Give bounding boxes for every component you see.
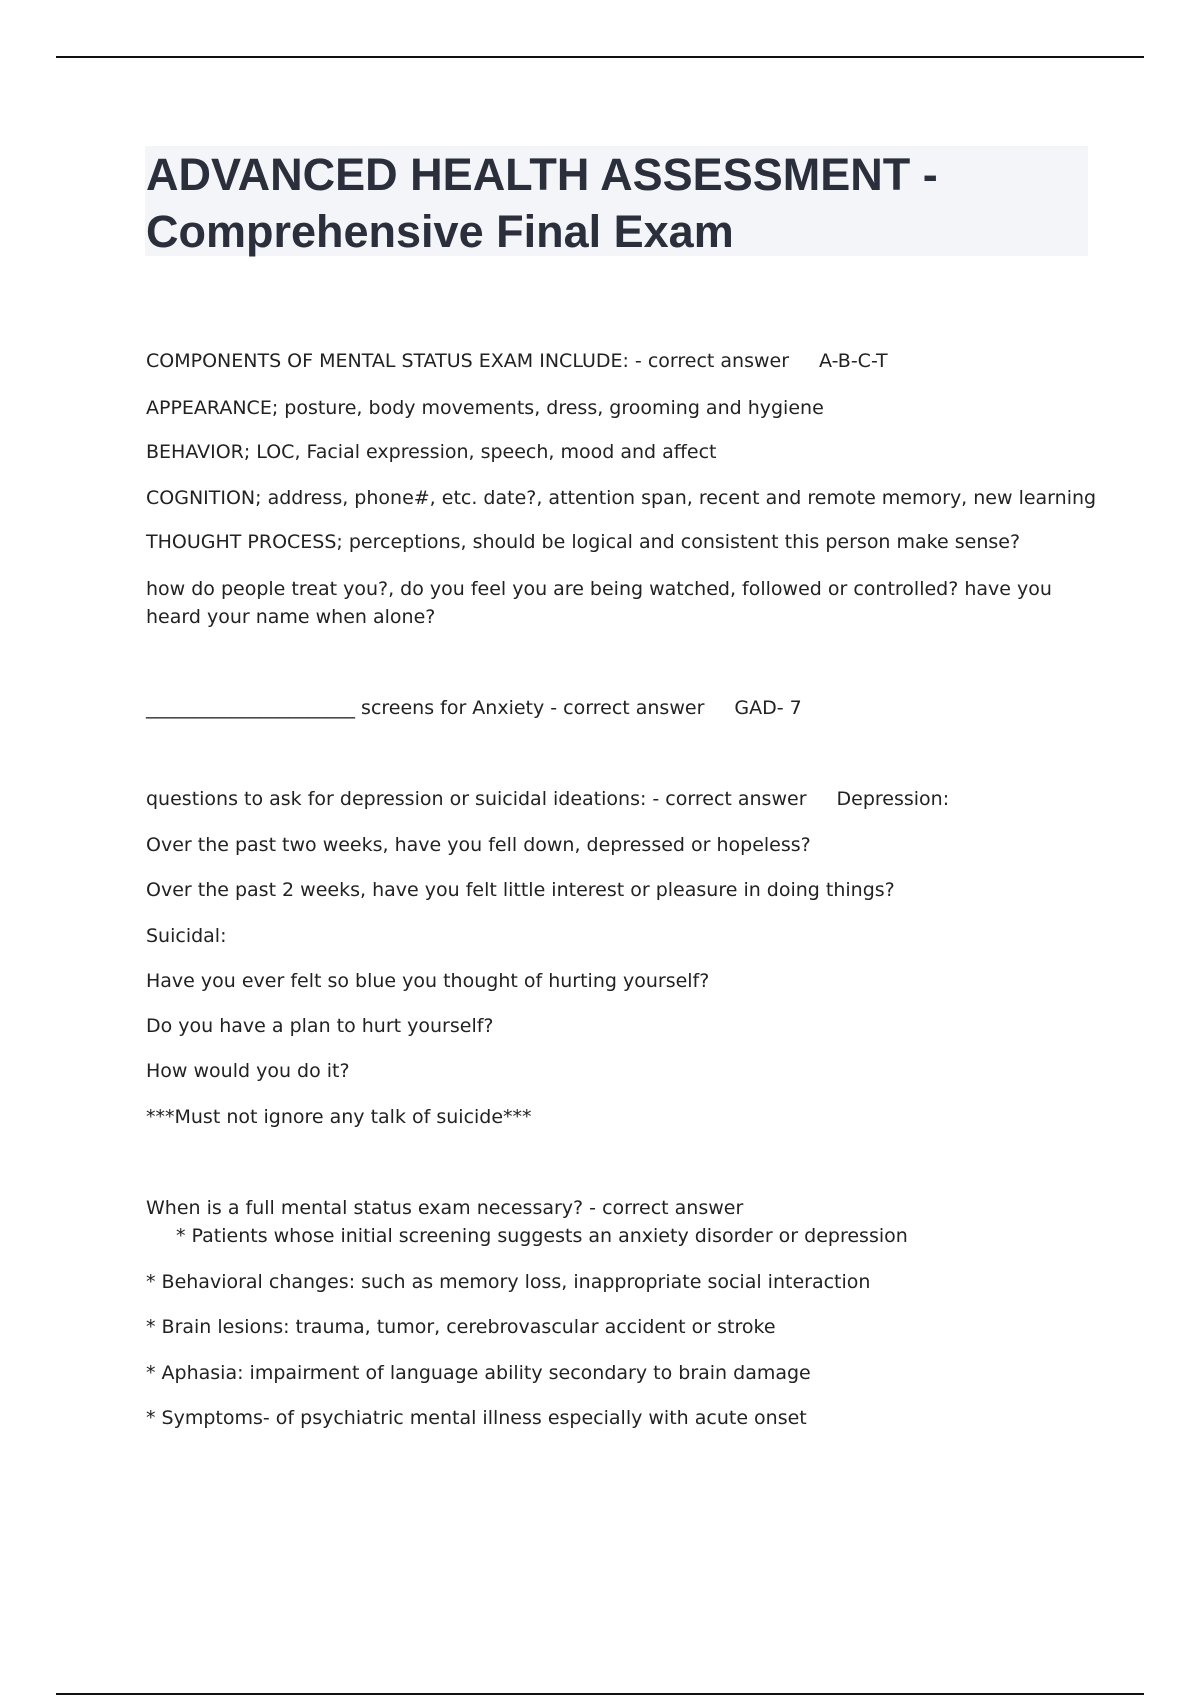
- qa2-answer: GAD- 7: [734, 697, 802, 719]
- title-line-2: Comprehensive Final Exam: [146, 206, 734, 257]
- title-line-1: ADVANCED HEALTH ASSESSMENT -: [146, 149, 938, 200]
- qa3-line-2: Over the past 2 weeks, have you felt little interest or pleasure in doing things?: [146, 879, 895, 901]
- qa3-answer: Depression:: [836, 788, 950, 810]
- qa3-line-5: Do you have a plan to hurt yourself?: [146, 1015, 494, 1037]
- bottom-rule: [56, 1693, 1144, 1695]
- qa1-line-cognition: COGNITION; address, phone#, etc. date?, attention span, recent and remote memory, new learning: [146, 487, 1097, 509]
- qa1-question: COMPONENTS OF MENTAL STATUS EXAM INCLUDE: - correct answer: [146, 350, 790, 372]
- document-title: [146, 146, 1086, 260]
- qa4-question-line: [146, 1194, 1081, 1250]
- qa2-question: ______________________ screens for Anxiety - correct answer: [146, 697, 705, 719]
- qa3-line-1: Over the past two weeks, have you fell down, depressed or hopeless?: [146, 834, 811, 856]
- top-rule: [56, 56, 1144, 58]
- qa3-line-4: Have you ever felt so blue you thought of hurting yourself?: [146, 970, 710, 992]
- qa4-bullet-3: * Aphasia: impairment of language ability secondary to brain damage: [146, 1362, 811, 1384]
- qa1-line-questions: how do people treat you?, do you feel you are being watched, followed or controlled? have you heard your name when alone?: [146, 578, 1052, 628]
- qa3-question-line: [146, 785, 949, 813]
- qa1-line-thought-process: THOUGHT PROCESS; perceptions, should be logical and consistent this person make sense?: [146, 531, 1021, 553]
- qa4-bullet-1: * Behavioral changes: such as memory loss, inappropriate social interaction: [146, 1271, 871, 1293]
- qa4-question: When is a full mental status exam necessary? - correct answer: [146, 1197, 744, 1219]
- qa1-question-line: [146, 347, 888, 375]
- qa2-question-line: [146, 694, 802, 722]
- qa4-answer: * Patients whose initial screening suggests an anxiety disorder or depression: [176, 1225, 908, 1247]
- qa4-bullet-4: * Symptoms- of psychiatric mental illness especially with acute onset: [146, 1407, 807, 1429]
- qa1-answer: A-B-C-T: [819, 350, 888, 372]
- qa3-question: questions to ask for depression or suicidal ideations: - correct answer: [146, 788, 807, 810]
- qa3-line-suicidal-heading: Suicidal:: [146, 925, 227, 947]
- qa4-bullet-2: * Brain lesions: trauma, tumor, cerebrovascular accident or stroke: [146, 1316, 776, 1338]
- qa3-line-warning: ***Must not ignore any talk of suicide***: [146, 1106, 532, 1128]
- qa1-line-appearance: APPEARANCE; posture, body movements, dress, grooming and hygiene: [146, 397, 824, 419]
- qa3-line-6: How would you do it?: [146, 1060, 350, 1082]
- qa1-line-behavior: BEHAVIOR; LOC, Facial expression, speech, mood and affect: [146, 441, 717, 463]
